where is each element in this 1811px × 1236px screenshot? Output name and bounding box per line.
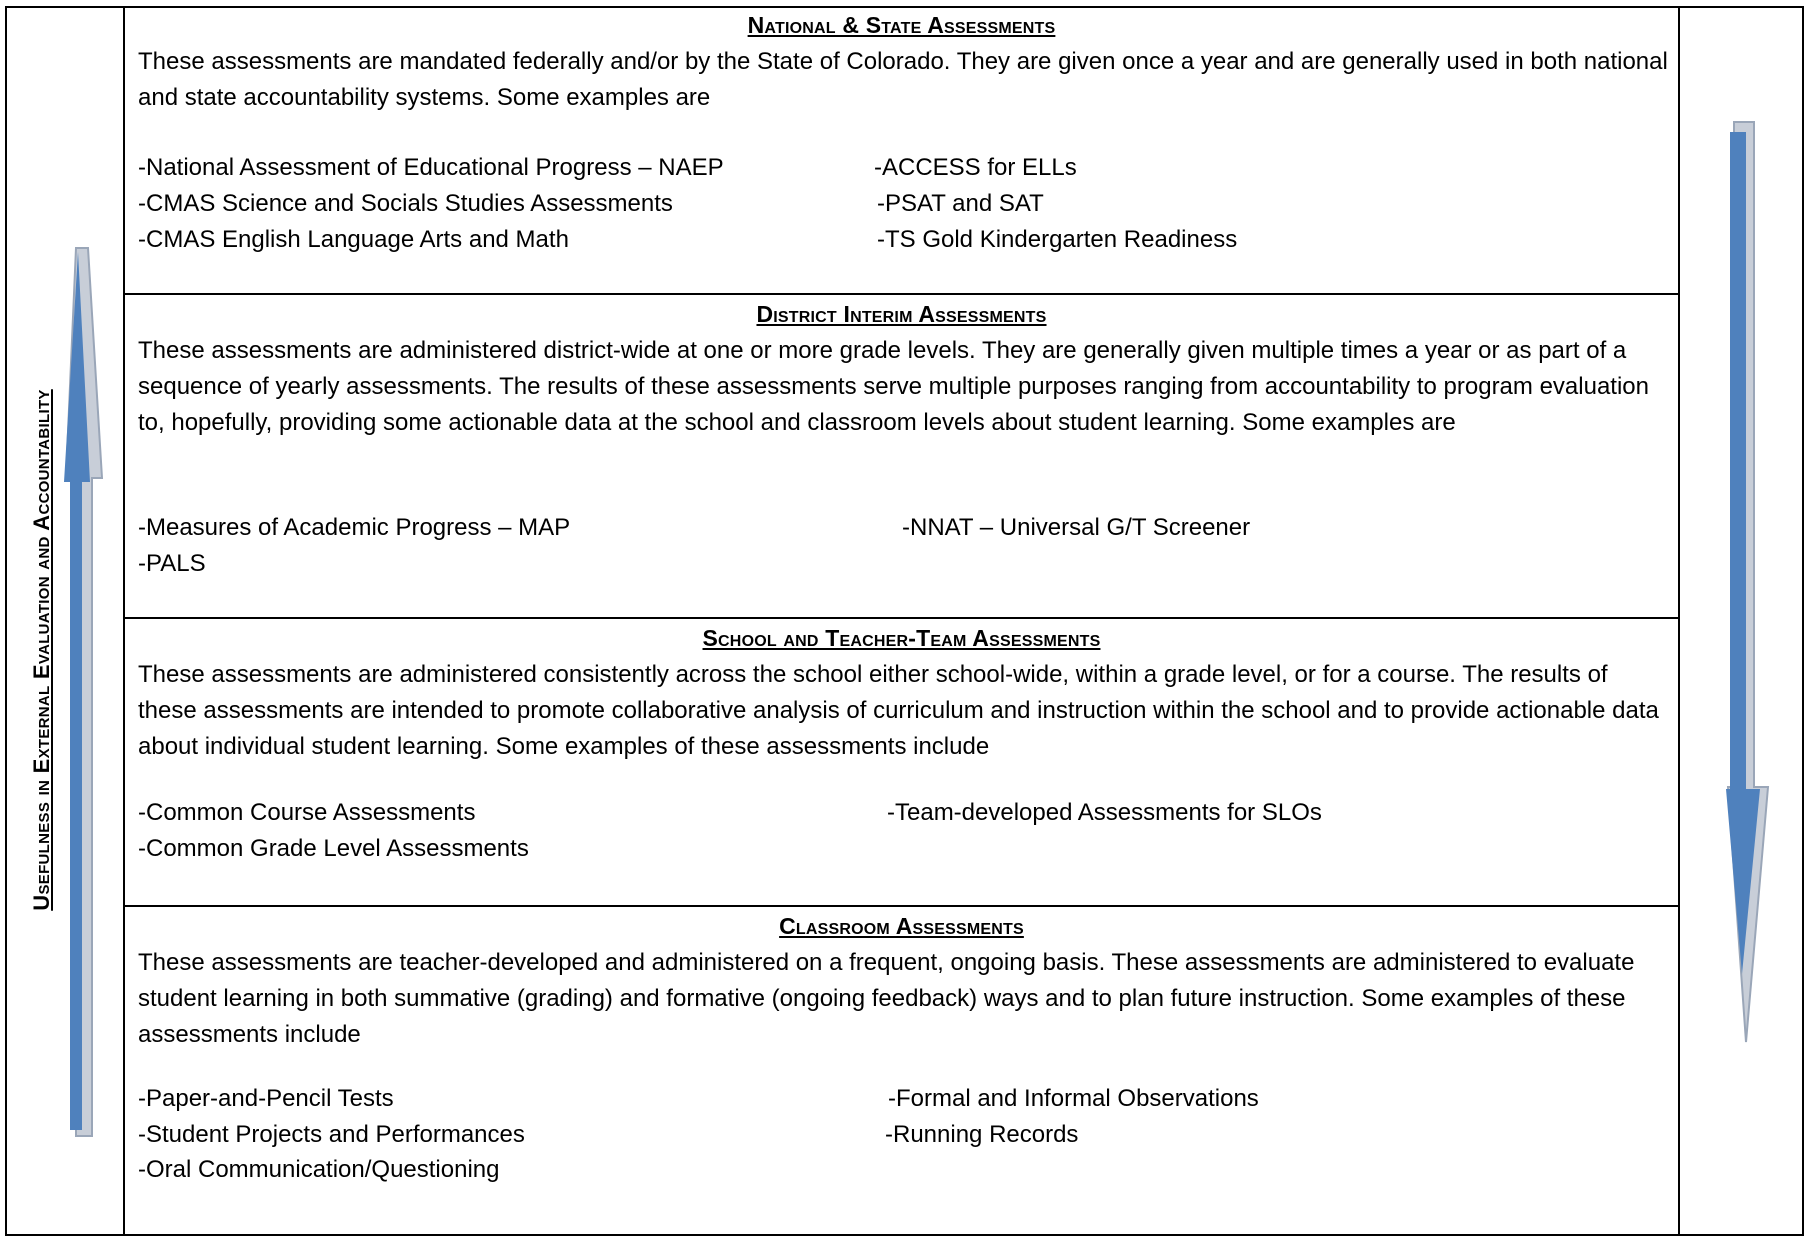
up-arrow-icon <box>58 240 98 1140</box>
example-item: -CMAS English Language Arts and Math <box>138 226 569 253</box>
section-school-teacher-team <box>125 619 1678 907</box>
side-label: Usefulness in External Evaluation and Accountability <box>29 389 54 911</box>
section-description: These assessments are administered consistently across the school either school-wide, within a grade level, or for a course. The results of these assessments are intended to promote collaborative analysis of curriculum and instruction within the school and to provide actionable data about individual student learning. Some examples of these assessments include <box>138 661 1659 760</box>
example-item: -CMAS Science and Socials Studies Assessments <box>138 190 673 217</box>
example-item: -Oral Communication/Questioning <box>138 1156 500 1183</box>
section-description: These assessments are mandated federally and/or by the State of Colorado. They are given once a year and are generally used in both national and state accountability systems. Some examples are <box>138 48 1668 111</box>
example-item: -Team-developed Assessments for SLOs <box>887 799 1322 826</box>
down-arrow-icon <box>1718 122 1768 1052</box>
example-item: -Running Records <box>885 1121 1079 1148</box>
section-description: These assessments are teacher-developed and administered on a frequent, ongoing basis. These assessments are administered to evaluate student learning in both summative (grading) and formative (ongoing feedback) ways and to plan future instruction. Some examples of these assessments include <box>138 949 1635 1048</box>
section-title: National & State Assessments <box>747 12 1056 38</box>
example-item: -Formal and Informal Observations <box>888 1085 1259 1112</box>
example-item: -TS Gold Kindergarten Readiness <box>877 226 1238 253</box>
section-title: Classroom Assessments <box>779 913 1024 939</box>
section-classroom <box>125 907 1678 1225</box>
example-item: -PSAT and SAT <box>877 190 1044 217</box>
section-national-state <box>125 6 1678 295</box>
example-item: -Common Course Assessments <box>138 799 476 826</box>
section-description: These assessments are administered district-wide at one or more grade levels. They are generally given multiple times a year or as part of a sequence of yearly assessments. The results of these assessments serve multiple purposes ranging from accountability to program evaluation to, hopefully, providing some actionable data at the school and classroom levels about student learning. Some examples are <box>138 337 1649 436</box>
section-title: District Interim Assessments <box>756 301 1047 327</box>
example-item: -ACCESS for ELLs <box>874 154 1077 181</box>
example-item: -National Assessment of Educational Progress – NAEP <box>138 154 724 181</box>
example-item: -Paper-and-Pencil Tests <box>138 1085 394 1112</box>
section-title: School and Teacher-Team Assessments <box>702 625 1101 651</box>
example-item: -Student Projects and Performances <box>138 1121 525 1148</box>
example-item: -Measures of Academic Progress – MAP <box>138 514 571 541</box>
example-item: -Common Grade Level Assessments <box>138 835 529 862</box>
example-item: -NNAT – Universal G/T Screener <box>902 514 1251 541</box>
section-district-interim <box>125 295 1678 619</box>
example-item: -PALS <box>138 550 206 577</box>
